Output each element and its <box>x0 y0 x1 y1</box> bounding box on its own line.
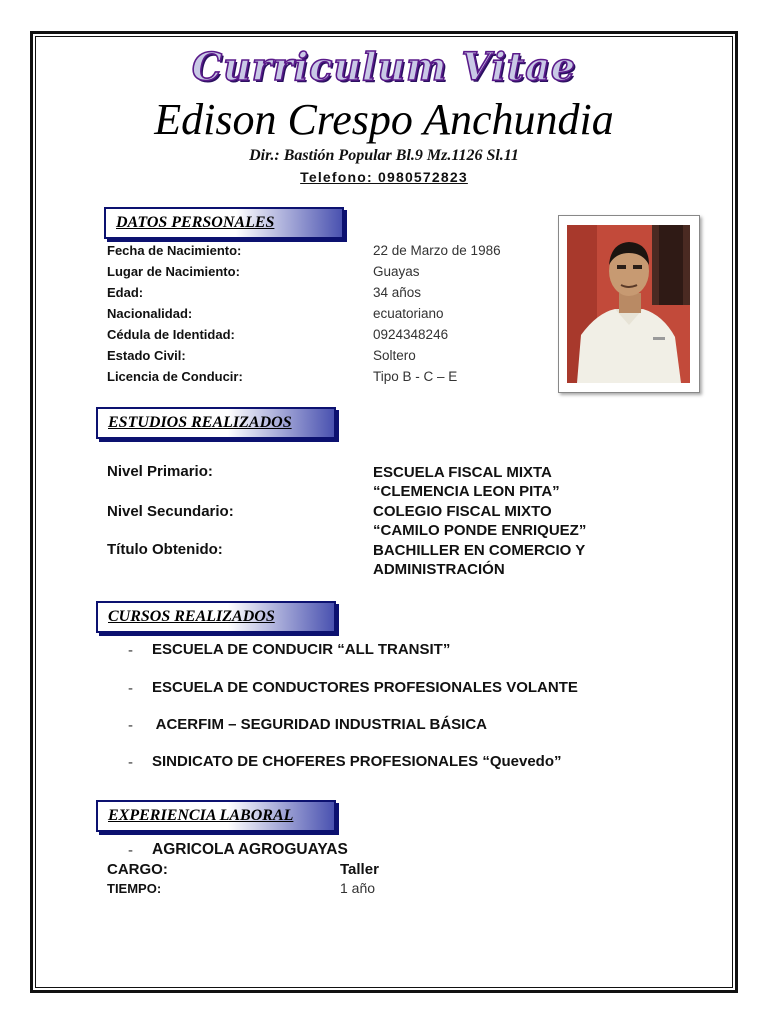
secondary-level-label: Nivel Secundario: <box>107 503 234 520</box>
civil-status-value: Soltero <box>373 348 416 363</box>
cargo-label: CARGO: <box>107 861 168 878</box>
list-bullet: - <box>128 717 133 734</box>
section-heading-courses <box>96 601 336 633</box>
primary-level-line2: “CLEMENCIA LEON PITA” <box>373 483 560 500</box>
degree-label: Título Obtenido: <box>107 541 223 558</box>
license-label: Licencia de Conducir: <box>107 369 243 384</box>
section-heading-experience <box>96 800 336 832</box>
course-item: ESCUELA DE CONDUCIR “ALL TRANSIT” <box>152 641 451 658</box>
civil-status-label: Estado Civil: <box>107 348 186 363</box>
birthplace-value: Guayas <box>373 264 420 279</box>
section-heading-studies-label: ESTUDIOS REALIZADOS <box>108 414 292 431</box>
section-heading-personal-label: DATOS PERSONALES <box>116 214 275 231</box>
section-heading-courses-label: CURSOS REALIZADOS <box>108 608 275 625</box>
address: Dir.: Bastión Popular Bl.9 Mz.1126 Sl.11 <box>249 147 519 164</box>
profile-photo-image <box>567 225 690 383</box>
profile-photo <box>558 215 700 393</box>
list-bullet: - <box>128 680 133 697</box>
course-item: ESCUELA DE CONDUCTORES PROFESIONALES VOLANTE <box>152 679 578 696</box>
section-heading-experience-label: EXPERIENCIA LABORAL <box>108 807 294 824</box>
tiempo-label: TIEMPO: <box>107 881 162 896</box>
age-value: 34 años <box>373 285 422 300</box>
course-item: SINDICATO DE CHOFERES PROFESIONALES “Quevedo” <box>152 753 562 770</box>
nationality-value: ecuatoriano <box>373 306 444 321</box>
list-bullet: - <box>128 642 133 659</box>
birthdate-label: Fecha de Nacimiento: <box>107 243 242 258</box>
section-heading-personal <box>104 207 344 239</box>
degree-line1: BACHILLER EN COMERCIO Y <box>373 542 586 559</box>
company-name: AGRICOLA AGROGUAYAS <box>152 841 348 858</box>
id-number-label: Cédula de Identidad: <box>107 327 235 342</box>
primary-level-line1: ESCUELA FISCAL MIXTA <box>373 464 552 481</box>
list-bullet: - <box>128 842 133 859</box>
candidate-name: Edison Crespo Anchundia <box>154 95 614 144</box>
course-item: ACERFIM – SEGURIDAD INDUSTRIAL BÁSICA <box>152 716 488 733</box>
primary-level-label: Nivel Primario: <box>107 463 213 480</box>
degree-line2: ADMINISTRACIÓN <box>373 561 505 578</box>
phone: Telefono: 0980572823 <box>300 169 468 185</box>
secondary-level-line1: COLEGIO FISCAL MIXTO <box>373 503 552 520</box>
section-heading-studies <box>96 407 336 439</box>
cv-title: Curriculum Vitae <box>191 44 577 89</box>
secondary-level-line2: “CAMILO PONDE ENRIQUEZ” <box>373 522 587 539</box>
birthdate-value: 22 de Marzo de 1986 <box>373 243 501 258</box>
id-number-value: 0924348246 <box>373 327 449 342</box>
list-bullet: - <box>128 754 133 771</box>
birthplace-label: Lugar de Nacimiento: <box>107 264 240 279</box>
nationality-label: Nacionalidad: <box>107 306 193 321</box>
tiempo-value: 1 año <box>340 880 376 896</box>
cargo-value: Taller <box>340 861 379 878</box>
age-label: Edad: <box>107 285 144 300</box>
license-value: Tipo B - C – E <box>373 369 458 384</box>
